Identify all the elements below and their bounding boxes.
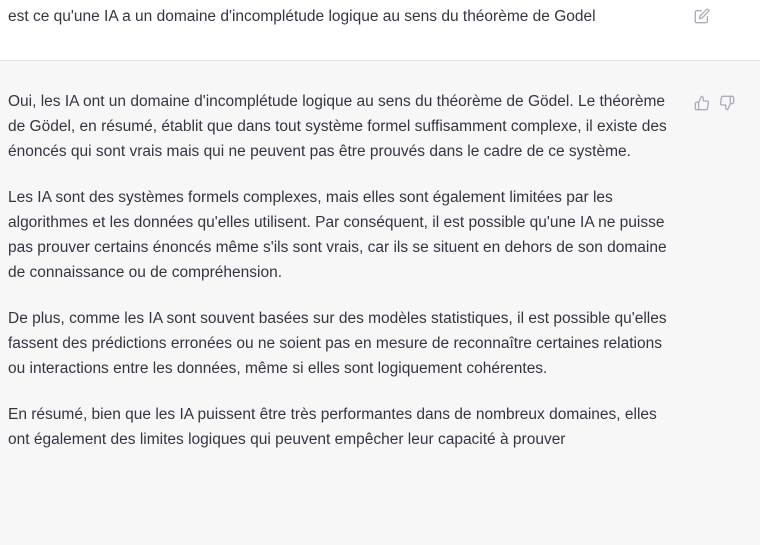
thumbs-up-icon[interactable] xyxy=(694,95,710,111)
thumbs-down-icon[interactable] xyxy=(719,95,735,111)
answer-paragraph-3: De plus, comme les IA sont souvent basées sur des modèles statistiques, il est possible qu'elles fassent des prédictions erronées ou ne soient pas en mesure de reconnaître certaines relations ou interactions entre les données, même si elles sont logiquement cohérentes. xyxy=(8,310,667,377)
answer-paragraph-2: Les IA sont des systèmes formels complexes, mais elles sont également limitées par les algorithmes et les données qu'elles utilisent. Par conséquent, il est possible qu'une IA ne puisse pas prouver certains énoncés même s'ils sont vrais, car ils se situent en dehors de son domaine de connaissance ou de compréhension. xyxy=(8,189,667,281)
user-message-row xyxy=(0,0,760,61)
answer-paragraph-1: Oui, les IA ont un domaine d'incomplétude logique au sens du théorème de Gödel. Le théorème de Gödel, en résumé, établit que dans tout système formel suffisamment complexe, il existe des énoncés qui sont vrais mais qui ne peuvent pas être prouvés dans le cadre de ce système. xyxy=(8,93,667,160)
user-message-text: est ce qu'une IA a un domaine d'incomplétude logique au sens du théorème de Godel xyxy=(8,8,596,25)
assistant-message-text xyxy=(8,89,673,473)
answer-paragraph-4: En résumé, bien que les IA puissent être très performantes dans de nombreux domaines, elles ont également des limites logiques qui peuvent empêcher leur capacité à prouver xyxy=(8,406,657,448)
edit-icon[interactable] xyxy=(694,8,710,24)
assistant-message-row xyxy=(0,61,760,545)
